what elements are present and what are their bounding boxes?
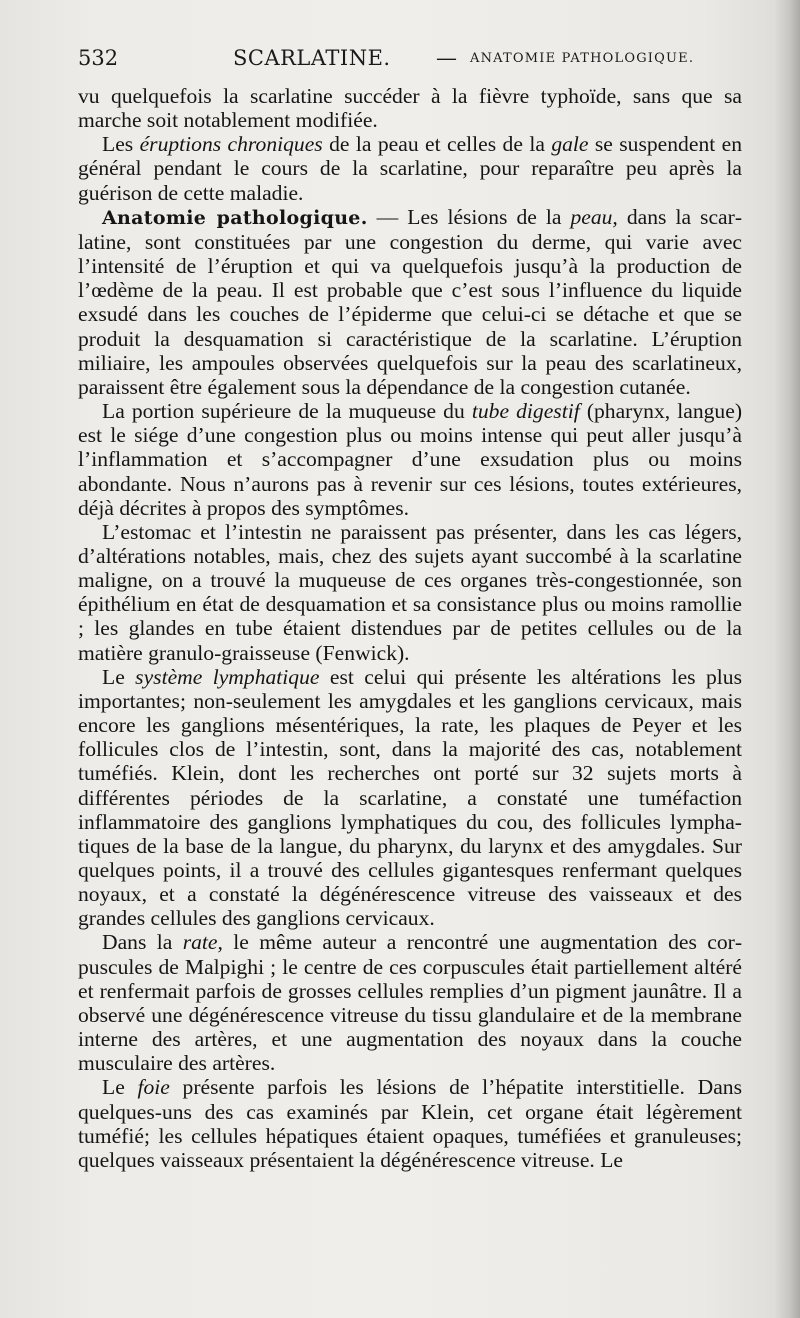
- text-run: — Les lésions de la: [367, 204, 571, 229]
- text-run: Dans la: [102, 930, 183, 955]
- paragraph: [78, 1075, 742, 1172]
- emphasized-term: peau,: [570, 204, 618, 229]
- text-run: dans la scarlatine, sont constituées par une congestion du derme, qui varie avec l’intensité de l’éruption et qui va quelquefois jusqu’à la production de l’œdème de la peau. Il est probable que c’est sous l’influence du liquide exsudé dans les couches de l’épiderme que celui-ci se détache et que se produit la desquamation si caractéristique de la scarlatine. L’éruption miliaire, les ampoules observées quelquefois sur la peau des scarlatineux, paraissent être également sous la dépendance de la congestion cutanée.: [78, 204, 743, 399]
- emphasized-term: tube digestif: [471, 399, 580, 424]
- text-run: vu quelquefois la scarlatine succéder à la fièvre typhoïde, sans que sa marche soit notablement modifiée.: [78, 84, 742, 133]
- page-fold-shadow: [774, 0, 800, 1318]
- paragraph: [78, 205, 742, 399]
- text-run: Le: [102, 664, 136, 689]
- text-run: La portion supérieure de la muqueuse du: [102, 399, 472, 424]
- text-run: Les: [102, 132, 140, 157]
- paragraph: [78, 132, 742, 204]
- running-head-title: SCARLATINE.: [233, 46, 391, 70]
- paragraph: [78, 84, 742, 132]
- paragraph: [78, 399, 742, 520]
- body-text: [78, 84, 742, 1172]
- page-number: 532: [78, 46, 119, 70]
- text-run: (pharynx, langue) est le siége d’une congestion plus ou moins intense qui peut aller jusqu’à l’inflammation et s’accompagner d’une exsudation plus ou moins abondante. Nous n’aurons pas à revenir sur ces lésions, toutes extérieures, déjà décrites à propos des symptômes.: [78, 399, 743, 520]
- emphasized-term: foie: [137, 1075, 170, 1100]
- text-run: présente parfois les lésions de l’hépatite interstitielle. Dans quelques-uns des cas examinés par Klein, cet organe était légèrement tuméfié; les cellules hépatiques étaient opaques, tuméfiées et granuleuses; quelques vaisseaux présentaient la dégénérescence vitreuse. Le: [78, 1075, 742, 1172]
- emphasized-term: système lymphatique: [135, 664, 320, 689]
- text-run: est celui qui présente les altérations les plus importantes; non-seulement les amygdales et les ganglions cervicaux, mais encore les ganglions mésentériques, la rate, les plaques de Peyer et les follicules clos de l’intestin, sont, dans la majorité des cas, notablement tuméfiés. Klein, dont les recherches ont porté sur 32 sujets morts à différentes périodes de la scarlatine, a constaté une tuméfaction inflammatoire des ganglions lymphatiques du cou, des follicules lymphatiques de la base de la langue, du pharynx, du larynx et des amygdales. Sur quelques points, il a trouvé des cellules gigantesques renfermant quelques noyaux, et a constaté la dégénérescence vitreuse des vaisseaux et des grandes cellules des ganglions cervicaux.: [78, 664, 742, 931]
- emphasized-term: gale: [551, 132, 589, 157]
- text-run: Le: [102, 1075, 138, 1100]
- paragraph: [78, 930, 742, 1075]
- section-heading: Anatomie pathologique.: [102, 206, 368, 229]
- text-run: de la peau et celles de la: [322, 132, 552, 157]
- text-run: L’estomac et l’intestin ne paraissent pas présenter, dans les cas légers, d’altérations notables, mais, chez des sujets ayant succombé à la scarlatine maligne, on a trouvé la muqueuse de ces organes très-congestionnée, son épithélium en état de desquamation et sa consistance plus ou moins ramollie ; les glandes en tube étaient distendues par de petites cellules ou de la matière granulo-graisseuse (Fenwick).: [78, 519, 742, 665]
- text-run: le même auteur a rencontré une augmentation des corpuscules de Malpighi ; le centre de ces corpuscules était partiellement altéré et renfermait parfois de grosses cellules remplies d’un pigment jaunâtre. Il a observé une dégénérescence vitreuse du tissu glandulaire et de la membrane interne des artères, et une augmentation des noyaux dans la couche musculaire des artères.: [78, 930, 743, 1076]
- paragraph: [78, 520, 742, 665]
- emphasized-term: éruptions chroniques: [139, 132, 323, 157]
- running-head-subtitle: ANATOMIE PATHOLOGIQUE.: [470, 51, 695, 66]
- paragraph: [78, 665, 742, 931]
- running-head-dash: —: [436, 46, 457, 70]
- running-head: [78, 46, 750, 74]
- emphasized-term: rate,: [182, 930, 223, 955]
- text-run: se suspendent en général pendant le cours de la scarlatine, pour reparaître peu après la guérison de cette maladie.: [78, 132, 743, 205]
